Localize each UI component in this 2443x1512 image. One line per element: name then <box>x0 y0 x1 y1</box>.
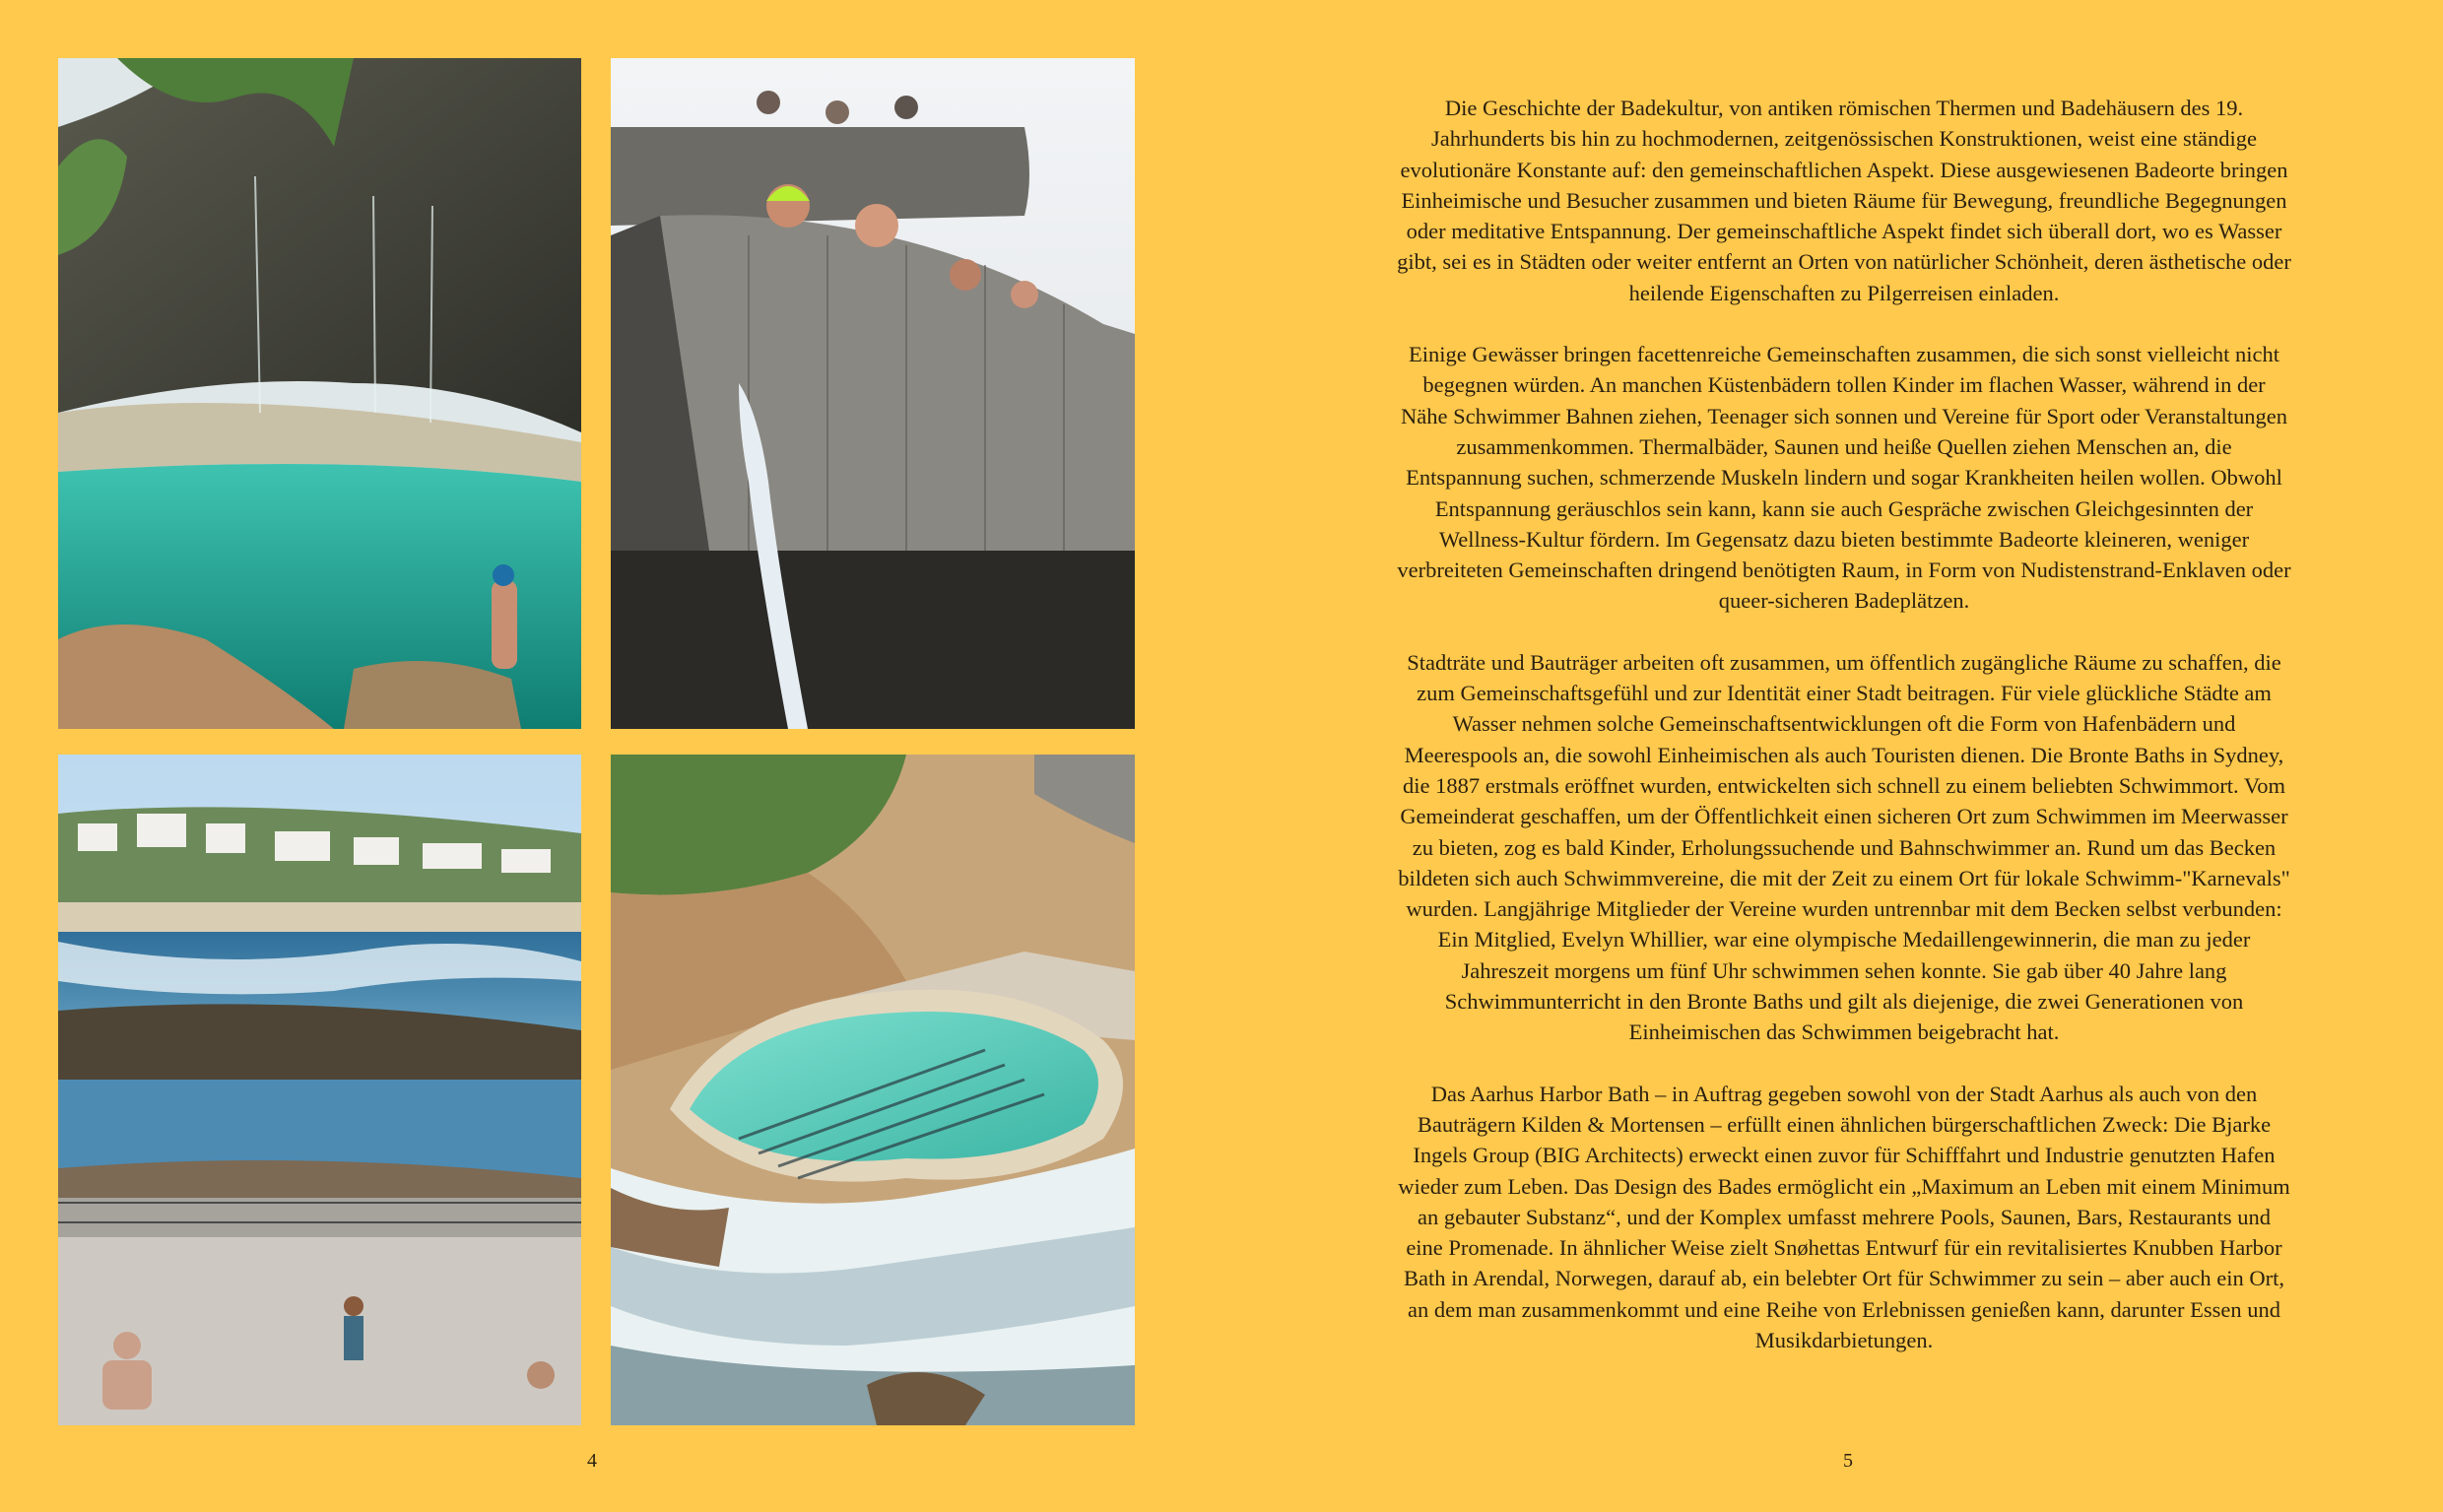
article-paragraph: Die Geschichte der Badekultur, von antiken römischen Thermen und Badehäusern des 19. Jahrhunderts bis hin zu hochmodernen, zeitgenössischen Konstruktionen, weist eine ständige evolutionäre Konstante auf: den gemeinschaftlichen Aspekt. Diese ausgewiesenen Badeorte bringen Einheimische und Besucher zusammen und bieten Räume für Bewegung, freundliche Begegnungen oder meditative Entspannung. Der gemeinschaftliche Aspekt findet sich überall dort, wo es Wasser gibt, sei es in Städten oder weiter entfernt an Orten von natürlicher Schönheit, deren ästhetische oder heilende Eigenschaften zu Pilgerreisen einladen. <box>1397 96 2291 305</box>
article-paragraph: Einige Gewässer bringen facettenreiche Gemeinschaften zusammen, die sich sonst vielleicht nicht begegnen würden. An manchen Küstenbädern tollen Kinder im flachen Wasser, während in der Nähe Schwimmer Bahnen ziehen, Teenager sich sonnen und Vereine für Sport oder Veranstaltungen zusammenkommen. Thermalbäder, Saunen und heiße Quellen ziehen Menschen an, die Entspannung suchen, schmerzende Muskeln lindern und sogar Krankheiten heilen wollen. Obwohl Entspannung geräuschlos sein kann, kann sie auch Gespräche zwischen Gleichgesinnten der Wellness-Kultur fördern. Im Gegensatz dazu bieten bestimmte Badeorte kleineren, weniger verbreiteten Gemeinschaften dringend benötigten Raum, in Form von Nudistenstrand-Enklaven oder queer-sicheren Badeplätzen. <box>1397 342 2291 614</box>
page-number-right: 5 <box>1843 1450 1853 1472</box>
page-number-left: 4 <box>587 1450 597 1472</box>
article-paragraph: Stadträte und Bauträger arbeiten oft zusammen, um öffentlich zugängliche Räume zu schaffen, die zum Gemeinschaftsgefühl und zur Identität einer Stadt beitragen. Für viele glückliche Städte am Wasser nehmen solche Gemeinschaftsentwicklungen oft die Form von Hafenbädern und Meerespools an, die sowohl Einheimischen als auch Touristen dienen. Die Bronte Baths in Sydney, die 1887 erstmals eröffnet wurden, entwickelten sich schnell zu einem beliebten Schwimmort. Vom Gemeinderat geschaffen, um der Öffentlichkeit einen sicheren Ort zum Schwimmen im Meerwasser zu bieten, zog es bald Kinder, Erholungssuchende und Bahnschwimmer an. Rund um das Becken bildeten sich auch Schwimmvereine, die mit der Zeit zu einem Ort für lokale Schwimm-"Karnevals" wurden. Langjährige Mitglieder der Vereine wurden untrennbar mit dem Becken selbst verbunden: Ein Mitglied, Evelyn Whillier, war eine olympische Medaillengewinnerin, die man zu jeder Jahreszeit morgens um fünf Uhr schwimmen sehen konnte. Sie gab über 40 Jahre lang Schwimmunterricht in den Bronte Baths und gilt als diejenige, die zwei Generationen von Einheimischen das Schwimmen beigebracht hat. <box>1398 649 2290 1045</box>
coastal-beach-photo <box>58 755 581 1425</box>
aerial-ocean-pool-photo <box>611 755 1135 1425</box>
cave-pool-photo <box>58 58 581 729</box>
bathers-concrete-tower-photo <box>611 58 1135 729</box>
article-paragraph: Das Aarhus Harbor Bath – in Auftrag gegeben sowohl von der Stadt Aarhus als auch von den Bauträgern Kilden & Mortensen – erfüllt einen ähnlichen bürgerschaftlichen Zweck: Die Bjarke Ingels Group (BIG Architects) erweckt einen zuvor für Schifffahrt und Industrie genutzten Hafen wieder zum Leben. Das Design des Bades ermöglicht ein „Maximum an Leben mit einem Minimum an gebauter Substanz“, und der Komplex umfasst mehrere Pools, Saunen, Bars, Restaurants und eine Promenade. In ähnlicher Weise zielt Snøhettas Entwurf für ein revitalisiertes Knubben Harbor Bath in Arendal, Norwegen, darauf ab, ein belebter Ort für Schwimmer zu sein – aber auch ein Ort, an dem man zusammenkommt und eine Reihe von Erlebnissen genießen kann, darunter Essen und Musikdarbietungen. <box>1398 1081 2290 1352</box>
article-text <box>1397 93 2291 1386</box>
